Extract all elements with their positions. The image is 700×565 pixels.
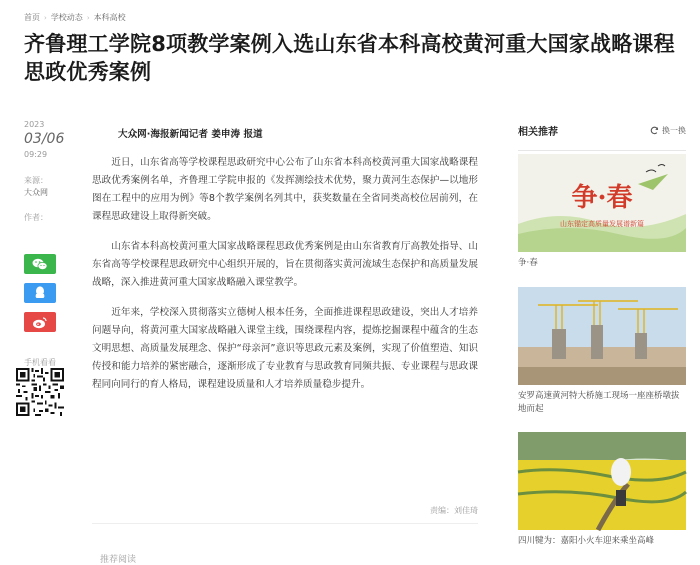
refresh-button[interactable] bbox=[650, 125, 686, 136]
related-caption[interactable]: 安罗高速黄河特大桥施工现场一座座桥墩拔地而起 bbox=[518, 391, 680, 414]
article-paragraph: 近年来，学校深入贯彻落实立德树人根本任务，全面推进课程思政建设，突出人才培养问题导向，将黄河重大国家战略融入课堂主线，围绕课程内容，提炼挖掘课程中蕴含的生态文明思想、高质量发展理念、保护“母亲河”意识等思政元素及案例，实现了价值塑造、知识传授和能力培养的紧密融合，逐渐形成了专业教育与思政教育同频共振、专业课程与思政课程同向同行的育人格局，课程建设质量和人才培养质量稳步提升。 bbox=[92, 307, 478, 390]
chevron-right-icon: › bbox=[44, 13, 47, 22]
publish-date: 03/06 bbox=[24, 131, 65, 147]
article-paragraph: 近日，山东省高等学校课程思政研究中心公布了山东省本科高校黄河重大国家战略课程思政优秀案例名单，齐鲁理工学院申报的《发挥测绘技术优势，聚力黄河生态保护—以地形图在工程中的应用为例》等8个教学案例名列其中，获奖数量在全省同类高校位居前列，在课程思政建设上取得新突破。 bbox=[92, 157, 478, 222]
publish-year: 2023 bbox=[24, 120, 45, 129]
related-caption[interactable]: 四川犍为：嘉阳小火车迎来乘坐高峰 bbox=[518, 536, 655, 546]
article-meta bbox=[24, 120, 94, 223]
mobile-view-label: 手机看看 bbox=[24, 358, 56, 367]
source-value: 大众网 bbox=[24, 188, 48, 197]
sidebar-header bbox=[518, 122, 686, 138]
wechat-icon bbox=[32, 258, 48, 271]
divider bbox=[92, 523, 478, 524]
share-weibo-button[interactable] bbox=[24, 312, 56, 332]
related-sidebar bbox=[518, 122, 686, 151]
related-card[interactable] bbox=[518, 432, 686, 548]
divider bbox=[518, 150, 686, 151]
related-card[interactable] bbox=[518, 154, 686, 270]
breadcrumb-home[interactable]: 首页 bbox=[24, 13, 40, 22]
share-qq-button[interactable] bbox=[24, 283, 56, 303]
qr-code bbox=[16, 368, 64, 416]
breadcrumb-universities[interactable]: 本科高校 bbox=[93, 13, 126, 22]
article-body bbox=[92, 126, 478, 406]
related-caption[interactable]: 争·春 bbox=[518, 258, 538, 268]
refresh-label: 换一换 bbox=[662, 125, 686, 135]
thumbnail-headline: 争·春 bbox=[571, 183, 633, 213]
source-label: 来源： bbox=[24, 176, 48, 185]
thumbnail-subheadline: 山东锚定高质量发展谱新篇 bbox=[560, 220, 644, 228]
related-thumbnail[interactable] bbox=[518, 287, 686, 385]
article-paragraph: 山东省本科高校黄河重大国家战略课程思政优秀案例是由山东省教育厅高教处指导、山东省高等学校课程思政研究中心组织开展的，旨在贯彻落实黄河流域生态保护和高质量发展战略，深入推进黄河重大国家战略融入课堂教学。 bbox=[92, 241, 478, 288]
breadcrumb bbox=[24, 12, 126, 23]
related-thumbnail[interactable] bbox=[518, 432, 686, 530]
breadcrumb-school-news[interactable]: 学校动态 bbox=[50, 13, 83, 22]
sidebar-title: 相关推荐 bbox=[518, 126, 558, 138]
publish-time: 09:29 bbox=[24, 150, 48, 159]
editor-credit: 责编：刘佳琦 bbox=[430, 506, 478, 515]
qq-icon bbox=[34, 286, 46, 300]
author-label: 作者： bbox=[24, 213, 48, 222]
related-card[interactable] bbox=[518, 287, 686, 416]
recommend-heading: 推荐阅读 bbox=[100, 555, 137, 565]
chevron-right-icon: › bbox=[86, 13, 90, 22]
related-thumbnail[interactable] bbox=[518, 154, 686, 252]
article-byline: 大众网·海报新闻记者 姜申涛 报道 bbox=[118, 129, 263, 140]
page-title: 齐鲁理工学院8项教学案例入选山东省本科高校黄河重大国家战略课程思政优秀案例 bbox=[24, 32, 675, 84]
share-wechat-button[interactable] bbox=[24, 254, 56, 274]
refresh-icon bbox=[650, 126, 659, 135]
weibo-icon bbox=[32, 316, 48, 329]
